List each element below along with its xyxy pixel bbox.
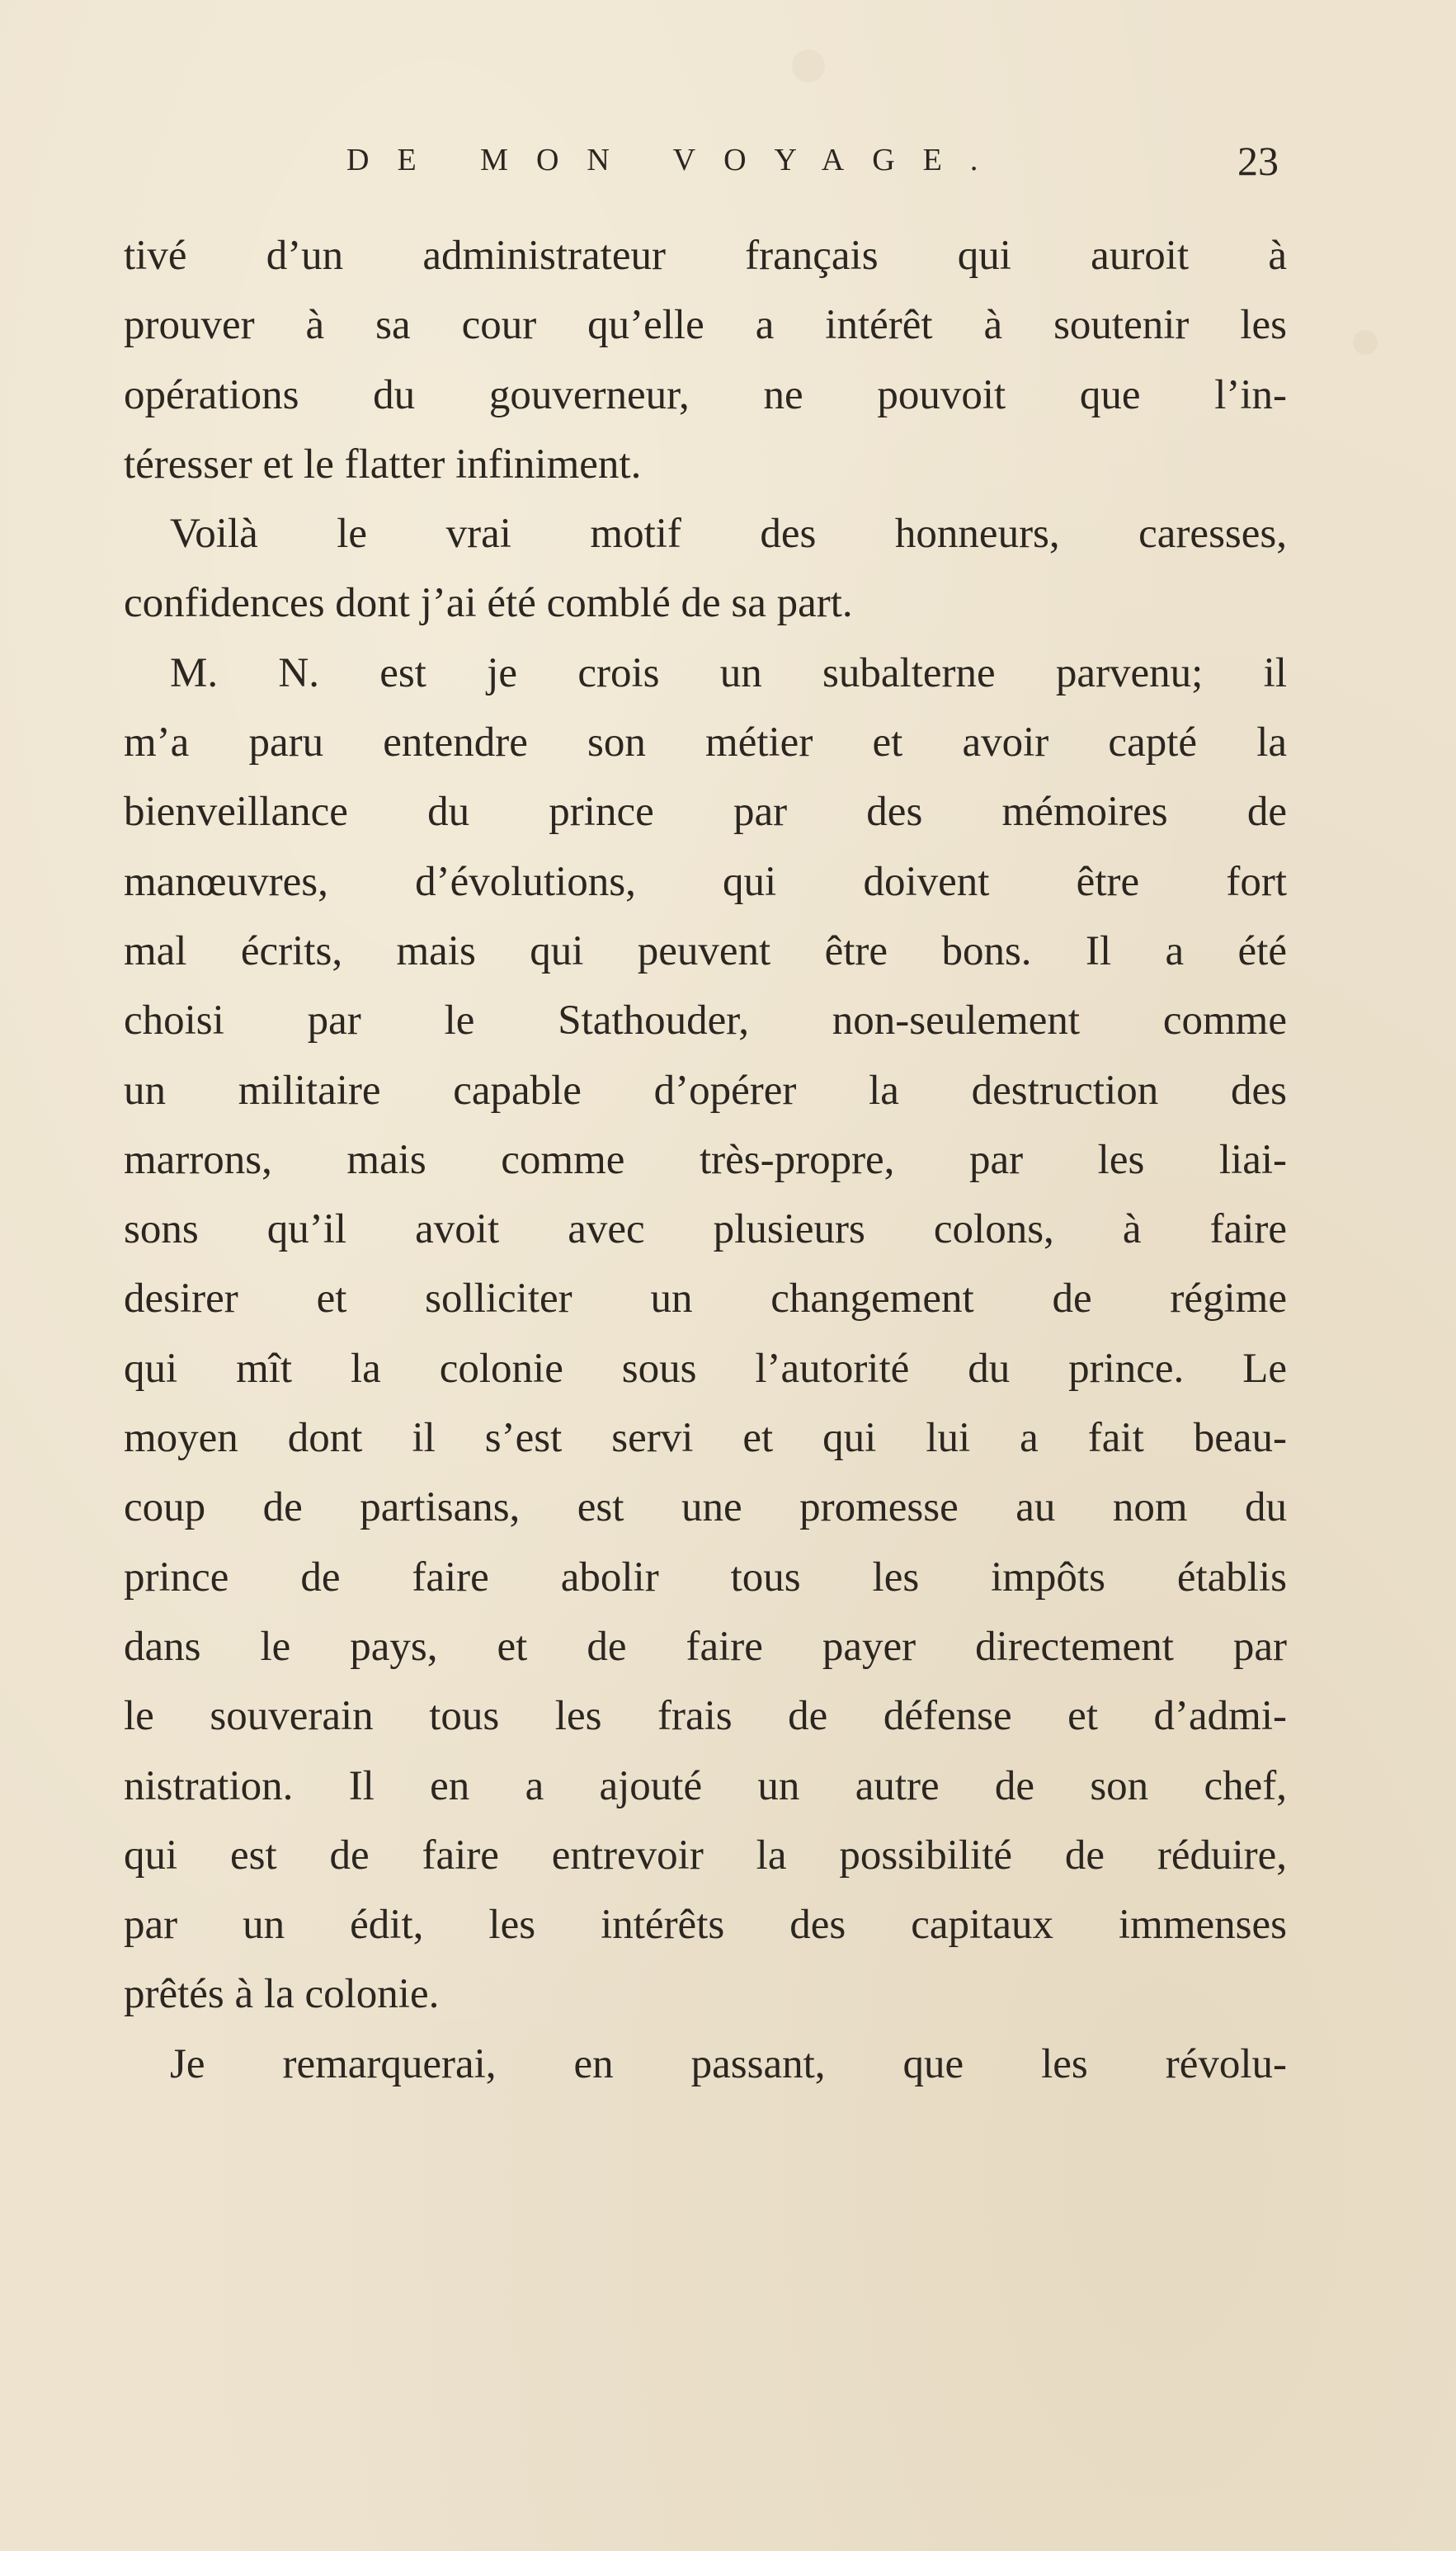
text-line: Je remarquerai, en passant, que les révolu- bbox=[170, 2040, 1287, 2087]
text-line: qui est de faire entrevoir la possibilité de réduire, bbox=[124, 1832, 1287, 1879]
text-line: confidences dont j’ai été comblé de sa part. bbox=[124, 580, 853, 627]
text-line: m’a paru entendre son métier et avoir capté la bbox=[124, 719, 1287, 766]
text-line: prouver à sa cour qu’elle a intérêt à soutenir les bbox=[124, 302, 1287, 349]
text-line: moyen dont il s’est servi et qui lui a fait beau- bbox=[124, 1415, 1287, 1462]
text-line: coup de partisans, est une promesse au nom du bbox=[124, 1484, 1287, 1531]
text-line: un militaire capable d’opérer la destruction des bbox=[124, 1067, 1287, 1114]
text-line: Voilà le vrai motif des honneurs, caresses, bbox=[170, 511, 1287, 558]
text-line: téresser et le flatter infiniment. bbox=[124, 441, 642, 488]
text-line: manœuvres, d’évolutions, qui doivent être fort bbox=[124, 858, 1287, 905]
text-line: M. N. est je crois un subalterne parvenu; il bbox=[170, 649, 1287, 696]
text-line: sons qu’il avoit avec plusieurs colons, à faire bbox=[124, 1206, 1287, 1253]
text-line: bienveillance du prince par des mémoires de bbox=[124, 789, 1287, 836]
paper-stain bbox=[1353, 330, 1378, 355]
text-line: dans le pays, et de faire payer directement par bbox=[124, 1623, 1287, 1670]
text-line: le souverain tous les frais de défense et d’admi- bbox=[124, 1693, 1287, 1740]
running-title: DE MON VOYAGE. bbox=[346, 143, 1006, 177]
text-line: qui mît la colonie sous l’autorité du prince. Le bbox=[124, 1345, 1287, 1392]
running-header bbox=[124, 138, 1279, 200]
text-line: tivé d’un administrateur français qui auroit à bbox=[124, 233, 1287, 279]
text-line: choisi par le Stathouder, non-seulement comme bbox=[124, 997, 1287, 1044]
text-line: opérations du gouverneur, ne pouvoit que l’in- bbox=[124, 371, 1287, 418]
text-line: prêtés à la colonie. bbox=[124, 1971, 440, 2018]
text-line: marrons, mais comme très-propre, par les liai- bbox=[124, 1136, 1287, 1183]
paper-stain bbox=[792, 50, 825, 83]
text-line: desirer et solliciter un changement de régime bbox=[124, 1276, 1287, 1323]
text-line: prince de faire abolir tous les impôts établis bbox=[124, 1554, 1287, 1601]
text-line: nistration. Il en a ajouté un autre de son chef, bbox=[124, 1762, 1287, 1809]
body-text bbox=[124, 221, 1287, 2099]
text-line: mal écrits, mais qui peuvent être bons. Il a été bbox=[124, 927, 1287, 974]
page-number: 23 bbox=[1237, 138, 1279, 184]
text-line: par un édit, les intérêts des capitaux immenses bbox=[124, 1902, 1287, 1949]
